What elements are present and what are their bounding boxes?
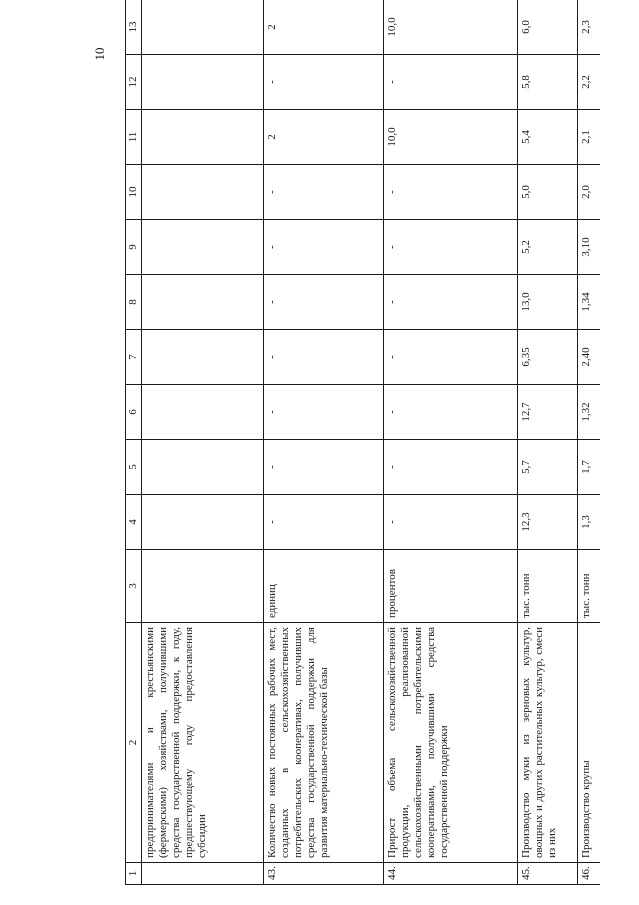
row-value: - <box>384 385 518 440</box>
row-value: 10,0 <box>384 0 518 55</box>
table-row <box>142 0 264 885</box>
row-value: 2 <box>264 0 384 55</box>
row-value <box>142 440 264 495</box>
row-value: 5,0 <box>518 165 578 220</box>
row-unit <box>142 550 264 623</box>
row-value: 2,2 <box>578 55 600 110</box>
col-header: 3 <box>126 550 142 623</box>
row-value: - <box>384 495 518 550</box>
row-number: 43. <box>264 863 384 885</box>
col-header: 4 <box>126 495 142 550</box>
row-value: 10,0 <box>384 110 518 165</box>
row-value: - <box>264 55 384 110</box>
row-value: 5,8 <box>518 55 578 110</box>
row-unit: тыс. тонн <box>518 550 578 623</box>
row-number: 44. <box>384 863 518 885</box>
row-value: 5,2 <box>518 220 578 275</box>
row-description: Производство крупы <box>578 623 600 863</box>
row-value: - <box>264 495 384 550</box>
col-header: 9 <box>126 220 142 275</box>
row-value: 2,1 <box>578 110 600 165</box>
col-header: 13 <box>126 0 142 55</box>
row-value: 1,32 <box>578 385 600 440</box>
row-value: 5,7 <box>518 440 578 495</box>
rotated-table-sheet <box>125 0 604 885</box>
row-value: - <box>384 165 518 220</box>
col-header: 12 <box>126 55 142 110</box>
row-value: 13,0 <box>518 275 578 330</box>
indicators-table <box>125 0 600 885</box>
row-value: 2,40 <box>578 330 600 385</box>
row-value: 12,3 <box>518 495 578 550</box>
row-description: предпринимателями и крестьянскими (фермерскими) хозяйствами, получившими средства государственной поддержки, к году, предшествующему году предоставления субсидии <box>142 623 264 863</box>
col-header: 11 <box>126 110 142 165</box>
col-header: 6 <box>126 385 142 440</box>
row-value <box>142 165 264 220</box>
col-header: 2 <box>126 623 142 863</box>
row-value <box>142 55 264 110</box>
row-value: 6,0 <box>518 0 578 55</box>
row-value: 6,35 <box>518 330 578 385</box>
row-value: 1,3 <box>578 495 600 550</box>
row-value: 5,4 <box>518 110 578 165</box>
row-description: Производство муки из зерновых культур, овощных и других растительных культур, смеси из них <box>518 623 578 863</box>
row-value <box>142 275 264 330</box>
row-unit: единиц <box>264 550 384 623</box>
row-number: 45. <box>518 863 578 885</box>
row-value: 2,3 <box>578 0 600 55</box>
row-value: 3,10 <box>578 220 600 275</box>
row-value: 2,0 <box>578 165 600 220</box>
row-value <box>142 385 264 440</box>
row-value: - <box>384 220 518 275</box>
row-value: - <box>264 385 384 440</box>
row-value <box>142 330 264 385</box>
row-value: 1,7 <box>578 440 600 495</box>
row-unit: тыс. тонн <box>578 550 600 623</box>
table-row <box>578 0 600 885</box>
row-description: Прирост объема сельскохозяйственной продукции, реализованной сельскохозяйственными потребительскими кооперативами, получившими средства государственной поддержки <box>384 623 518 863</box>
row-unit: процентов <box>384 550 518 623</box>
row-value: - <box>264 275 384 330</box>
col-header: 8 <box>126 275 142 330</box>
row-value: - <box>264 330 384 385</box>
page-number: 10 <box>92 47 107 61</box>
col-header: 10 <box>126 165 142 220</box>
table-row <box>518 0 578 885</box>
col-header: 1 <box>126 863 142 885</box>
row-value: - <box>264 440 384 495</box>
row-value: - <box>384 330 518 385</box>
row-value: - <box>384 275 518 330</box>
header-row <box>126 0 142 885</box>
row-description: Количество новых постоянных рабочих мест, созданных в сельскохозяйственных потребительских кооперативах, получивших средства государственной поддержки для развития материально-технической базы <box>264 623 384 863</box>
row-value: 1,34 <box>578 275 600 330</box>
table-row <box>384 0 518 885</box>
row-number: 46. <box>578 863 600 885</box>
table-row <box>264 0 384 885</box>
col-header: 5 <box>126 440 142 495</box>
row-value <box>142 110 264 165</box>
row-value <box>142 0 264 55</box>
row-value: 2 <box>264 110 384 165</box>
row-value <box>142 220 264 275</box>
row-value: - <box>384 55 518 110</box>
row-value <box>142 495 264 550</box>
row-value: - <box>384 440 518 495</box>
row-value: - <box>264 165 384 220</box>
row-value: 12,7 <box>518 385 578 440</box>
row-number <box>142 863 264 885</box>
col-header: 7 <box>126 330 142 385</box>
row-value: - <box>264 220 384 275</box>
